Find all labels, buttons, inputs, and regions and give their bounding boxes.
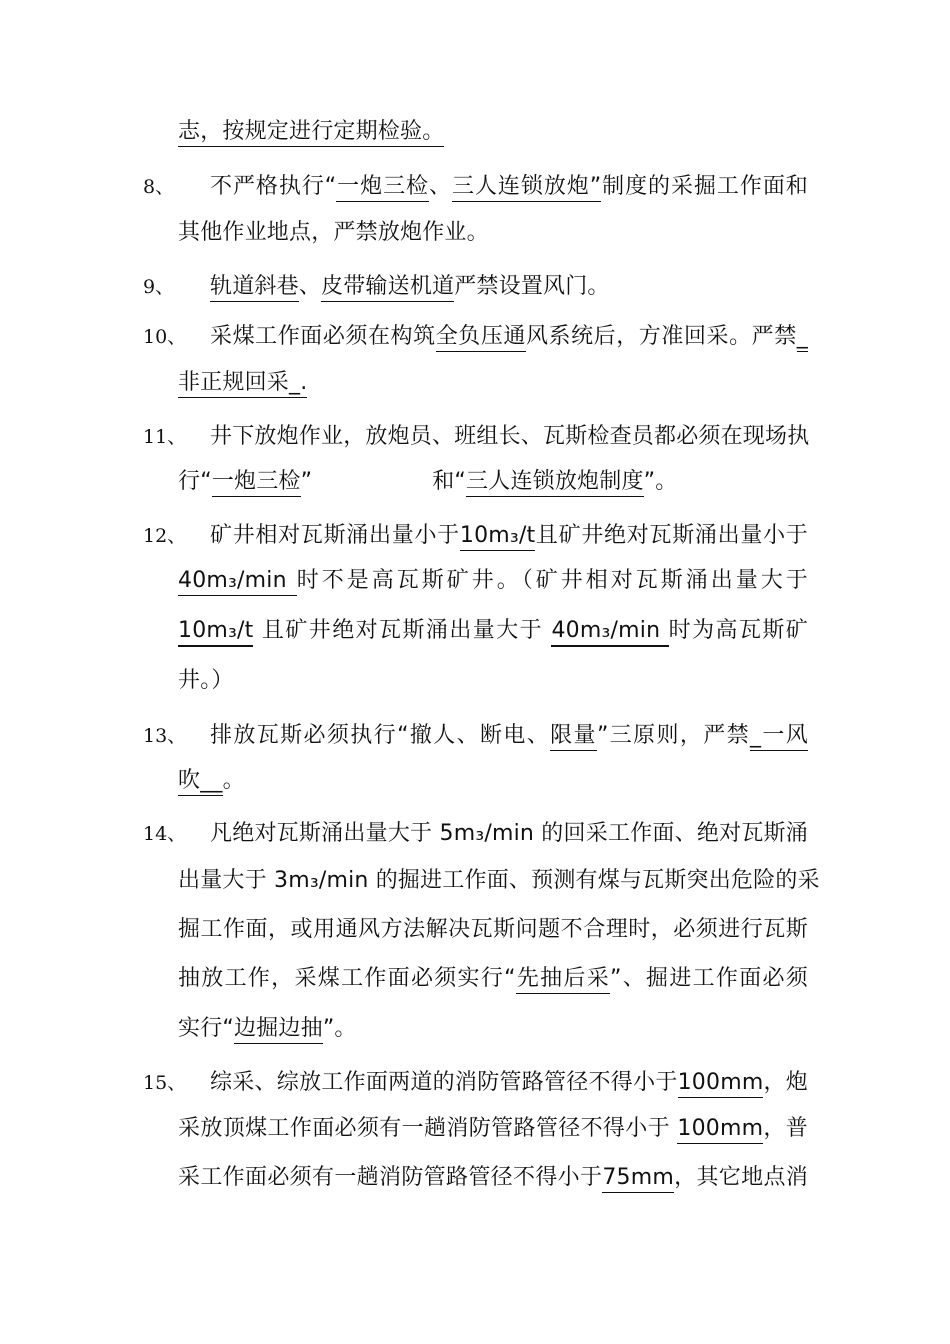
text-line: [178, 666, 808, 696]
fill-in-answer: 75mm: [602, 1165, 674, 1193]
text-line: [210, 272, 808, 302]
fill-in-answer: 志，按规定进行定期检验。: [178, 119, 444, 147]
text-line: [178, 566, 808, 596]
item-number: 14、: [143, 823, 187, 845]
fill-in-answer: 轨道斜巷: [210, 274, 299, 302]
text-line: [178, 1114, 808, 1144]
text-segment: 其他作业地点，严禁放炮作业。: [178, 220, 489, 245]
fill-in-answer: 10m₃/t: [178, 618, 253, 647]
text-segment: 、: [298, 274, 322, 299]
item-number: 13、: [143, 725, 187, 747]
fill-in-answer: 三人连锁放炮”: [452, 174, 601, 202]
text-line: [178, 218, 808, 248]
text-segment: 严禁设置风门。: [454, 274, 610, 299]
text-segment: 实行“: [178, 1016, 234, 1041]
text-segment: 井。）: [178, 668, 234, 693]
fill-in-answer: 10m₃/t: [460, 523, 535, 551]
text-segment: 出量大于 3m₃/min 的掘进工作面、预测有煤与瓦斯突出危险的采: [178, 868, 820, 893]
text-segment: 井下放炮作业，放炮员、班组长、瓦斯检查员都必须在现场执: [210, 424, 810, 449]
text-segment: 、: [429, 174, 452, 199]
fill-in-answer: _一风: [750, 723, 808, 751]
fill-in-answer: 100mm: [678, 1070, 764, 1098]
fill-in-answer: 40m₃/min: [178, 568, 297, 596]
text-segment: 掘工作面，或用通风方法解决瓦斯问题不合理时，必须进行瓦斯: [178, 917, 808, 942]
text-segment: ”。: [643, 469, 678, 494]
text-segment: 时为高瓦斯矿: [668, 618, 809, 643]
text-line: [178, 368, 808, 398]
text-segment: 时不是高瓦斯矿井。（矿井相对瓦斯涌出量大于: [296, 568, 809, 593]
text-segment: 矿井相对瓦斯涌出量小于: [210, 523, 460, 548]
text-line: [178, 1014, 808, 1044]
text-line: [178, 766, 808, 796]
item-number: 11、: [143, 426, 187, 448]
text-line: [210, 819, 808, 849]
text-line: [210, 422, 808, 452]
text-line: [210, 1068, 808, 1098]
fill-in-answer: 皮带输送机道: [321, 274, 454, 302]
text-line: [178, 616, 808, 646]
item-number: 10、: [143, 326, 187, 348]
fill-in-answer: 全负压通: [436, 324, 526, 352]
text-line: [178, 915, 808, 945]
fill-in-answer: 100mm: [677, 1116, 763, 1144]
text-segment: ”三原则，严禁: [596, 723, 751, 748]
text-line: [210, 721, 808, 751]
text-segment: 风系统后，方准回采。严禁: [525, 324, 797, 349]
text-line: [210, 521, 808, 551]
text-segment: 综采、综放工作面两道的消防管路管径不得小于: [210, 1070, 678, 1095]
fill-in-answer: 一炮三检: [212, 469, 301, 497]
fill-in-answer: 限量: [550, 723, 597, 751]
fill-in-answer: 吹__: [178, 768, 223, 796]
text-segment: ，其它地点消: [674, 1165, 808, 1190]
text-segment: 采煤工作面必须在构筑: [210, 324, 436, 349]
text-segment: ，炮: [763, 1070, 809, 1095]
item-number: 9、: [143, 276, 175, 298]
fill-in-answer: _: [797, 324, 808, 352]
text-segment: 不严格执行“: [210, 174, 337, 199]
fill-in-answer: 一炮三检: [336, 174, 429, 202]
fill-in-answer: 边掘边抽: [234, 1016, 323, 1044]
text-segment: 排放瓦斯必须执行“撤人、断电、: [210, 723, 551, 748]
text-segment: 抽放工作，采煤工作面必须实行“: [178, 966, 516, 991]
text-line: [178, 117, 808, 147]
text-segment: 行“: [178, 469, 212, 494]
text-line: [178, 467, 808, 497]
text-line: [210, 172, 808, 202]
text-segment: ，普: [763, 1116, 808, 1141]
text-segment: 采工作面必须有一趟消防管路管径不得小于: [178, 1165, 603, 1190]
text-line: [178, 964, 808, 994]
item-number: 15、: [143, 1072, 187, 1094]
text-segment: ”: [300, 469, 313, 494]
fill-in-answer: 40m₃/min: [551, 618, 668, 647]
fill-in-answer: 非正规回采_.: [178, 370, 307, 398]
item-number: 8、: [143, 176, 175, 198]
fill-in-answer: 先抽后采: [516, 966, 610, 994]
text-segment: 且矿井绝对瓦斯涌出量小于: [535, 523, 809, 548]
text-segment: 采放顶煤工作面必须有一趟消防管路管径不得小于: [178, 1116, 678, 1141]
text-line: [178, 866, 820, 896]
text-segment: ”。: [322, 1016, 357, 1041]
text-segment: ”、掘进工作面必须: [610, 966, 808, 991]
text-segment: 凡绝对瓦斯涌出量大于 5m₃/min 的回采工作面、绝对瓦斯涌: [210, 821, 808, 846]
text-line: [210, 322, 808, 352]
text-segment: 且矿井绝对瓦斯涌出量大于: [253, 618, 552, 643]
text-segment: 。: [222, 768, 245, 793]
item-number: 12、: [143, 525, 187, 547]
fill-in-answer: 三人连锁放炮制度: [466, 469, 644, 497]
text-segment: 制度的采掘工作面和: [601, 174, 808, 199]
text-line: [178, 1163, 808, 1193]
text-segment: 和“: [432, 469, 467, 494]
